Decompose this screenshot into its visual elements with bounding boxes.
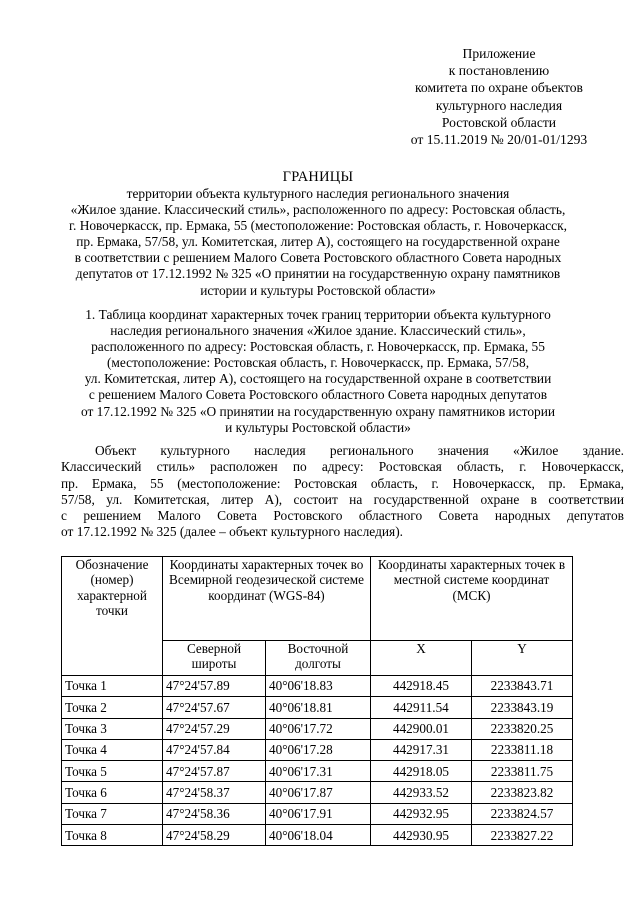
subtitle-line: территории объекта культурного наследия регионального значения	[126, 186, 510, 201]
header-wgs84-group: Координаты характерных точек во Всемирной геодезической системе координат (WGS-84)	[163, 557, 371, 641]
body-line: с решением Малого Совета Ростовского областного Совета народных депутатов	[61, 508, 624, 524]
cell-x: 442918.45	[371, 676, 472, 697]
cell-latitude: 47°24'57.29	[163, 718, 266, 739]
table-row	[62, 697, 573, 718]
appendix-line: комитета по охране объектов	[415, 80, 583, 96]
body-line: Классический стиль» расположен по адресу: Ростовская область, г. Новочеркасск,	[61, 459, 624, 475]
cell-point-name: Точка 1	[62, 676, 163, 697]
cell-longitude: 40°06'18.04	[266, 825, 371, 846]
header-longitude: Восточной долготы	[266, 641, 371, 676]
cell-latitude: 47°24'57.67	[163, 697, 266, 718]
body-line: Объект культурного наследия регионального значения «Жилое здание.	[95, 443, 624, 458]
appendix-block	[380, 46, 618, 149]
coordinates-table	[61, 556, 573, 846]
table-row	[62, 803, 573, 824]
cell-point-name: Точка 7	[62, 803, 163, 824]
cell-latitude: 47°24'57.84	[163, 739, 266, 760]
cell-point-name: Точка 4	[62, 739, 163, 760]
subtitle-line: пр. Ермака, 57/58, ул. Комитетская, литер А), состоящего на государственной охране	[76, 234, 560, 250]
body-line: 57/58, ул. Комитетская, литер А), состоит на государственной охране в соответствии	[61, 491, 624, 507]
section-line: 1. Таблица координат характерных точек границ территории объекта культурного	[85, 307, 551, 322]
cell-longitude: 40°06'17.91	[266, 803, 371, 824]
section-line: расположенного по адресу: Ростовская область, г. Новочеркасск, пр. Ермака, 55	[91, 339, 545, 355]
cell-y: 2233811.75	[472, 761, 573, 782]
section-line: и культуры Ростовской области»	[225, 419, 411, 435]
cell-latitude: 47°24'57.89	[163, 676, 266, 697]
cell-x: 442918.05	[371, 761, 472, 782]
cell-longitude: 40°06'17.72	[266, 718, 371, 739]
cell-y: 2233823.82	[472, 782, 573, 803]
subtitle-line: депутатов от 17.12.1992 № 325 «О принятии на государственную охрану памятников	[75, 266, 561, 282]
cell-y: 2233827.22	[472, 825, 573, 846]
subtitle-line: в соответствии с решением Малого Совета Ростовского областного Совета народных	[74, 250, 562, 266]
section-line: наследия регионального значения «Жилое здание. Классический стиль»,	[110, 323, 526, 339]
table-row	[62, 825, 573, 846]
cell-longitude: 40°06'17.28	[266, 739, 371, 760]
section-line: (местоположение: Ростовская область, г. Новочеркасск, пр. Ермака, 57/58,	[106, 355, 530, 371]
appendix-line: к постановлению	[448, 63, 550, 79]
cell-y: 2233824.57	[472, 803, 573, 824]
cell-latitude: 47°24'57.87	[163, 761, 266, 782]
cell-point-name: Точка 3	[62, 718, 163, 739]
section-line: ул. Комитетская, литер А), состоящего на государственной охране в соответствии	[84, 371, 552, 387]
cell-longitude: 40°06'18.83	[266, 676, 371, 697]
document-title-block	[56, 168, 580, 299]
header-y: Y	[472, 641, 573, 676]
section-1-heading	[62, 307, 574, 436]
section-line: с решением Малого Совета Ростовского областного Совета народных депутатов	[88, 387, 548, 403]
body-line: пр. Ермака, 55 (местоположение: Ростовская область, г. Новочеркасск, пр. Ермака,	[61, 475, 624, 491]
header-point-id: Обозначение (номер) характерной точки	[62, 557, 163, 676]
body-paragraph	[61, 443, 624, 541]
cell-point-name: Точка 8	[62, 825, 163, 846]
cell-x: 442932.95	[371, 803, 472, 824]
cell-point-name: Точка 5	[62, 761, 163, 782]
document-subtitle	[56, 186, 580, 299]
subtitle-line: «Жилое здание. Классический стиль», расположенного по адресу: Ростовская область,	[70, 202, 566, 218]
cell-x: 442933.52	[371, 782, 472, 803]
appendix-line: Приложение	[462, 46, 536, 61]
cell-longitude: 40°06'18.81	[266, 697, 371, 718]
cell-latitude: 47°24'58.29	[163, 825, 266, 846]
body-line: от 17.12.1992 № 325 (далее – объект культурного наследия).	[61, 524, 404, 540]
subtitle-line: истории и культуры Ростовской области»	[200, 282, 436, 298]
appendix-line: от 15.11.2019 № 20/01-01/1293	[410, 131, 588, 147]
cell-y: 2233843.19	[472, 697, 573, 718]
cell-y: 2233820.25	[472, 718, 573, 739]
cell-longitude: 40°06'17.87	[266, 782, 371, 803]
appendix-line: культурного наследия	[435, 97, 563, 113]
cell-y: 2233843.71	[472, 676, 573, 697]
cell-latitude: 47°24'58.36	[163, 803, 266, 824]
cell-x: 442911.54	[371, 697, 472, 718]
table-row	[62, 739, 573, 760]
table-row	[62, 718, 573, 739]
cell-latitude: 47°24'58.37	[163, 782, 266, 803]
cell-x: 442917.31	[371, 739, 472, 760]
subtitle-line: г. Новочеркасск, пр. Ермака, 55 (местоположение: Ростовская область, г. Новочеркасск,	[69, 218, 567, 234]
cell-y: 2233811.18	[472, 739, 573, 760]
table-row	[62, 782, 573, 803]
cell-point-name: Точка 2	[62, 697, 163, 718]
document-title: ГРАНИЦЫ	[282, 169, 354, 185]
header-latitude: Северной широты	[163, 641, 266, 676]
header-msk-group: Координаты характерных точек в местной системе координат (МСК)	[371, 557, 573, 641]
cell-x: 442900.01	[371, 718, 472, 739]
header-x: X	[371, 641, 472, 676]
cell-point-name: Точка 6	[62, 782, 163, 803]
section-line: от 17.12.1992 № 325 «О принятии на государственную охрану памятников истории	[80, 403, 556, 419]
cell-longitude: 40°06'17.31	[266, 761, 371, 782]
table-row	[62, 761, 573, 782]
appendix-line: Ростовской области	[441, 114, 557, 130]
cell-x: 442930.95	[371, 825, 472, 846]
table-row	[62, 676, 573, 697]
